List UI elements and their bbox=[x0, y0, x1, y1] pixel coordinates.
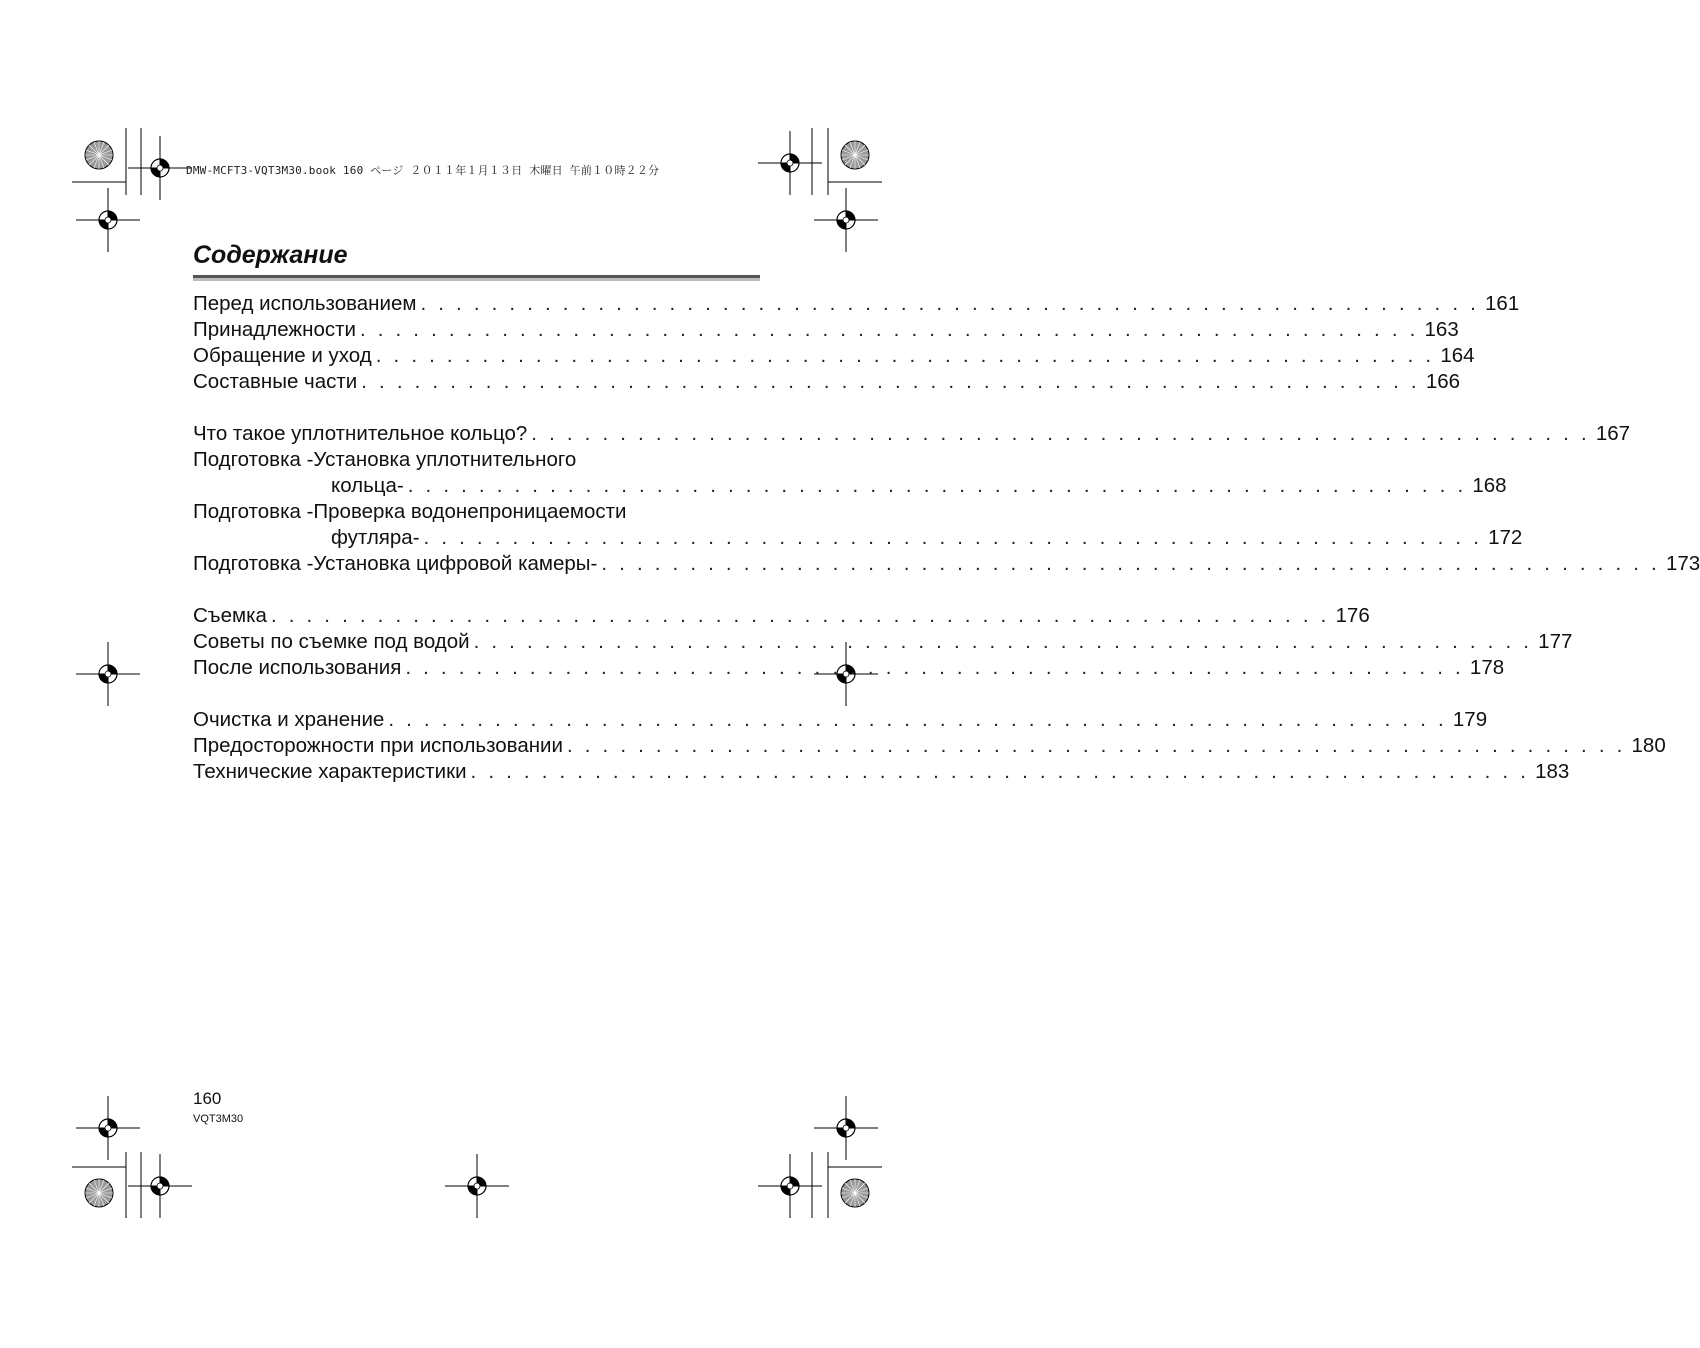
toc-entry[interactable] bbox=[193, 499, 760, 525]
print-header: DMW-MCFT3-VQT3M30.book 160 ページ ２０１１年１月１３日 木曜日 午前１０時２２分 bbox=[186, 164, 660, 177]
toc-entry-label: Обращение и уход bbox=[193, 344, 372, 367]
toc-page-number: 183 bbox=[1535, 760, 1570, 783]
leader-dots: . . . . . . . . . . . . . . . . . . . . . . . . . . . . . . . . . . . . . . . . . . . . . . . . . . . . . . . . . . . . bbox=[420, 292, 1480, 315]
toc-page-number: 163 bbox=[1424, 318, 1459, 341]
toc-entry[interactable] bbox=[193, 369, 1461, 395]
toc-entry[interactable] bbox=[193, 551, 1700, 577]
registration-mark-icon bbox=[445, 1154, 509, 1218]
page-title: Содержание bbox=[193, 241, 348, 269]
table-of-contents bbox=[193, 291, 1700, 785]
registration-mark-icon bbox=[128, 136, 192, 200]
leader-dots: . . . . . . . . . . . . . . . . . . . . . . . . . . . . . . . . . . . . . . . . . . . . . . . . . . . . . . . . . . . . bbox=[361, 370, 1420, 393]
leader-dots: . . . . . . . . . . . . . . . . . . . . . . . . . . . . . . . . . . . . . . . . . . . . . . . . . . . . . . . . . . . . bbox=[470, 760, 1530, 783]
toc-page-number: 167 bbox=[1595, 422, 1631, 445]
toc-page-number: 180 bbox=[1631, 734, 1666, 757]
toc-page-number: 168 bbox=[1472, 474, 1507, 497]
leader-dots: . . . . . . . . . . . . . . . . . . . . . . . . . . . . . . . . . . . . . . . . . . . . . . . . . . . . . . . . . . . . bbox=[375, 344, 1435, 367]
toc-page-number: 166 bbox=[1425, 370, 1461, 393]
toc-entry[interactable] bbox=[193, 421, 1631, 447]
toc-page-number: 164 bbox=[1440, 344, 1475, 367]
toc-entry[interactable] bbox=[193, 291, 1520, 317]
leader-dots: . . . . . . . . . . . . . . . . . . . . . . . . . . . . . . . . . . . . . . . . . . . . . . . . . . . . . . . . . . . . bbox=[388, 708, 1447, 731]
model-code: VQT3M30 bbox=[193, 1113, 244, 1125]
toc-entry[interactable] bbox=[193, 759, 1570, 785]
toc-entry-label: Технические характеристики bbox=[193, 760, 467, 783]
page-number: 160 bbox=[193, 1089, 222, 1108]
leader-dots: . . . . . . . . . . . . . . . . . . . . . . . . . . . . . . . . . . . . . . . . . . . . . . . . . . . . . . . . . . . . bbox=[601, 552, 1660, 575]
toc-entry[interactable] bbox=[193, 447, 760, 473]
toc-entry-label: Что такое уплотнительное кольцо? bbox=[193, 422, 528, 445]
toc-page-number: 177 bbox=[1538, 630, 1573, 653]
leader-dots: . . . . . . . . . . . . . . . . . . . . . . . . . . . . . . . . . . . . . . . . . . . . . . . . . . . . . . . . . . . . bbox=[407, 474, 1467, 497]
leader-dots: . . . . . . . . . . . . . . . . . . . . . . . . . . . . . . . . . . . . . . . . . . . . . . . . . . . . . . . . . . . . bbox=[566, 734, 1626, 757]
toc-entry-label: Подготовка -Установка цифровой камеры- bbox=[193, 552, 598, 575]
toc-entry[interactable] bbox=[193, 733, 1666, 759]
color-wheel-icon bbox=[841, 1179, 869, 1207]
color-wheel-icon bbox=[841, 141, 869, 169]
leader-dots: . . . . . . . . . . . . . . . . . . . . . . . . . . . . . . . . . . . . . . . . . . . . . . . . . . . . . . . . . . . . bbox=[405, 656, 1464, 679]
color-wheel-icon bbox=[85, 141, 113, 169]
toc-entry-label: Подготовка -Установка уплотнительного bbox=[193, 448, 577, 471]
leader-dots: . . . . . . . . . . . . . . . . . . . . . . . . . . . . . . . . . . . . . . . . . . . . . . . . . . . . . . . . . . . . bbox=[423, 526, 1483, 549]
toc-entry[interactable] bbox=[193, 707, 1488, 733]
toc-entry[interactable] bbox=[193, 317, 1459, 343]
section-gap bbox=[193, 395, 760, 421]
toc-entry-continuation[interactable] bbox=[193, 473, 1507, 499]
toc-entry[interactable] bbox=[193, 603, 1370, 629]
toc-entry-continuation[interactable] bbox=[193, 525, 1523, 551]
toc-entry[interactable] bbox=[193, 655, 1505, 681]
toc-page-number: 172 bbox=[1488, 526, 1523, 549]
section-gap bbox=[193, 681, 760, 707]
title-rule-shadow bbox=[193, 278, 760, 281]
toc-entry-label: Подготовка -Проверка водонепроницаемости bbox=[193, 500, 627, 523]
toc-page-number: 179 bbox=[1452, 708, 1488, 731]
toc-entry-label: Съемка bbox=[193, 604, 267, 627]
registration-mark-icon bbox=[76, 1096, 140, 1160]
toc-entry-label: Советы по съемке под водой bbox=[193, 630, 470, 653]
toc-entry-label: Принадлежности bbox=[193, 318, 356, 341]
color-wheel-icon bbox=[85, 1179, 113, 1207]
toc-entry[interactable] bbox=[193, 629, 1573, 655]
leader-dots: . . . . . . . . . . . . . . . . . . . . . . . . . . . . . . . . . . . . . . . . . . . . . . . . . . . . . . . . . . . . bbox=[531, 422, 1590, 445]
toc-entry-label-continued: кольца- bbox=[331, 474, 404, 497]
registration-mark-icon bbox=[814, 188, 878, 252]
toc-entry-label: Перед использованием bbox=[193, 292, 417, 315]
leader-dots: . . . . . . . . . . . . . . . . . . . . . . . . . . . . . . . . . . . . . . . . . . . . . . . . . . . . . . . . . . . . bbox=[473, 630, 1533, 653]
toc-entry[interactable] bbox=[193, 343, 1475, 369]
toc-entry-label-continued: футляра- bbox=[331, 526, 420, 549]
registration-mark-icon bbox=[128, 1154, 192, 1218]
toc-entry-label: После использования bbox=[193, 656, 402, 679]
toc-page-number: 161 bbox=[1485, 292, 1520, 315]
toc-page-number: 178 bbox=[1469, 656, 1505, 679]
toc-entry-label: Предосторожности при использовании bbox=[193, 734, 563, 757]
toc-entry-label: Составные части bbox=[193, 370, 358, 393]
registration-mark-icon bbox=[814, 1096, 878, 1160]
leader-dots: . . . . . . . . . . . . . . . . . . . . . . . . . . . . . . . . . . . . . . . . . . . . . . . . . . . . . . . . . . . . bbox=[359, 318, 1419, 341]
toc-page-number: 173 bbox=[1665, 552, 1700, 575]
registration-mark-icon bbox=[76, 188, 140, 252]
toc-page-number: 176 bbox=[1335, 604, 1370, 627]
registration-mark-icon bbox=[76, 642, 140, 706]
leader-dots: . . . . . . . . . . . . . . . . . . . . . . . . . . . . . . . . . . . . . . . . . . . . . . . . . . . . . . . . . . . . bbox=[270, 604, 1330, 627]
section-gap bbox=[193, 577, 760, 603]
toc-entry-label: Очистка и хранение bbox=[193, 708, 385, 731]
